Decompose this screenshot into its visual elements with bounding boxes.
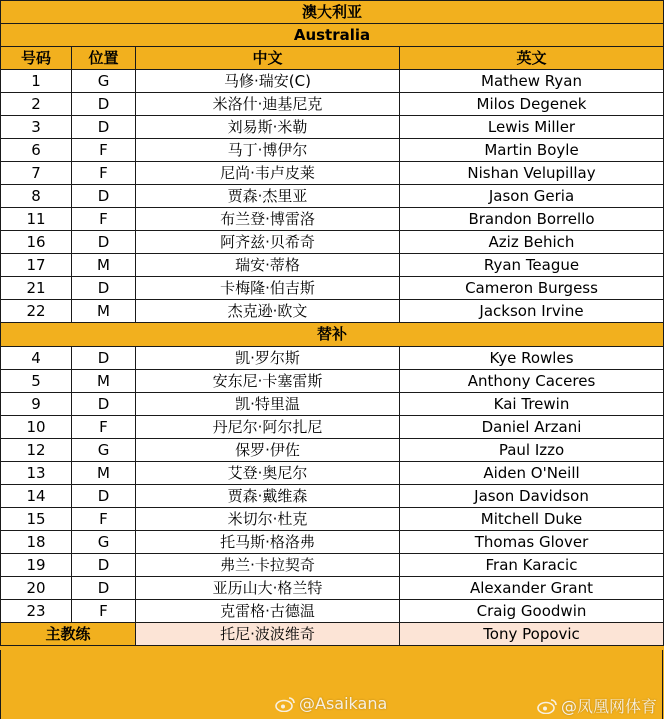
- coach-row: [1, 623, 664, 646]
- player-row: [1, 577, 664, 600]
- player-position: F: [72, 600, 136, 623]
- player-name-en: Ryan Teague: [400, 254, 664, 277]
- title-cn: 澳大利亚: [1, 1, 664, 24]
- player-position: F: [72, 416, 136, 439]
- subs-section-label: 替补: [1, 323, 664, 347]
- player-number: 23: [1, 600, 72, 623]
- player-number: 21: [1, 277, 72, 300]
- player-number: 18: [1, 531, 72, 554]
- player-name-cn: 弗兰·卡拉契奇: [136, 554, 400, 577]
- weibo-icon: [537, 698, 557, 714]
- player-name-cn: 克雷格·古德温: [136, 600, 400, 623]
- player-number: 17: [1, 254, 72, 277]
- player-name-en: Fran Karacic: [400, 554, 664, 577]
- coach-name-cn: 托尼·波波维奇: [136, 623, 400, 646]
- player-name-en: Milos Degenek: [400, 93, 664, 116]
- header-row: [1, 47, 664, 70]
- watermark-right-text: @凤凰网体育: [561, 697, 658, 716]
- player-row: [1, 393, 664, 416]
- player-name-en: Jason Davidson: [400, 485, 664, 508]
- player-position: F: [72, 208, 136, 231]
- watermark-left-text: @Asaikana: [299, 694, 388, 713]
- player-name-en: Aiden O'Neill: [400, 462, 664, 485]
- player-position: D: [72, 231, 136, 254]
- player-name-en: Martin Boyle: [400, 139, 664, 162]
- player-number: 15: [1, 508, 72, 531]
- player-row: [1, 231, 664, 254]
- player-position: F: [72, 162, 136, 185]
- player-name-cn: 尼尚·韦卢皮莱: [136, 162, 400, 185]
- player-name-en: Nishan Velupillay: [400, 162, 664, 185]
- player-row: [1, 439, 664, 462]
- player-number: 9: [1, 393, 72, 416]
- player-row: [1, 370, 664, 393]
- player-number: 7: [1, 162, 72, 185]
- player-name-en: Lewis Miller: [400, 116, 664, 139]
- player-row: [1, 300, 664, 323]
- player-row: [1, 554, 664, 577]
- player-name-cn: 杰克逊·欧文: [136, 300, 400, 323]
- player-name-cn: 马修·瑞安(C): [136, 70, 400, 93]
- player-number: 19: [1, 554, 72, 577]
- player-row: [1, 508, 664, 531]
- player-name-en: Kye Rowles: [400, 347, 664, 370]
- player-name-cn: 凯·罗尔斯: [136, 347, 400, 370]
- player-number: 14: [1, 485, 72, 508]
- player-position: D: [72, 347, 136, 370]
- player-position: G: [72, 531, 136, 554]
- player-position: M: [72, 300, 136, 323]
- header-chinese: 中文: [136, 47, 400, 70]
- player-position: D: [72, 93, 136, 116]
- player-position: D: [72, 116, 136, 139]
- player-row: [1, 185, 664, 208]
- player-name-cn: 托马斯·格洛弗: [136, 531, 400, 554]
- player-number: 4: [1, 347, 72, 370]
- player-row: [1, 208, 664, 231]
- player-name-cn: 刘易斯·米勒: [136, 116, 400, 139]
- player-name-cn: 米切尔·杜克: [136, 508, 400, 531]
- player-position: D: [72, 554, 136, 577]
- player-name-cn: 艾登·奥尼尔: [136, 462, 400, 485]
- coach-name-en: Tony Popovic: [400, 623, 664, 646]
- player-name-en: Alexander Grant: [400, 577, 664, 600]
- player-name-en: Paul Izzo: [400, 439, 664, 462]
- player-name-en: Kai Trewin: [400, 393, 664, 416]
- player-row: [1, 462, 664, 485]
- title-en: Australia: [1, 24, 664, 47]
- player-number: 8: [1, 185, 72, 208]
- player-name-en: Aziz Behich: [400, 231, 664, 254]
- player-name-cn: 凯·特里温: [136, 393, 400, 416]
- player-row: [1, 416, 664, 439]
- header-position: 位置: [72, 47, 136, 70]
- player-name-cn: 米洛什·迪基尼克: [136, 93, 400, 116]
- player-name-cn: 卡梅隆·伯吉斯: [136, 277, 400, 300]
- player-name-cn: 马丁·博伊尔: [136, 139, 400, 162]
- player-position: M: [72, 462, 136, 485]
- player-row: [1, 139, 664, 162]
- player-name-cn: 丹尼尔·阿尔扎尼: [136, 416, 400, 439]
- header-number: 号码: [1, 47, 72, 70]
- player-position: G: [72, 439, 136, 462]
- coach-label: 主教练: [1, 623, 136, 646]
- player-row: [1, 531, 664, 554]
- player-row: [1, 600, 664, 623]
- player-position: D: [72, 277, 136, 300]
- player-name-cn: 阿齐兹·贝希奇: [136, 231, 400, 254]
- player-number: 12: [1, 439, 72, 462]
- player-row: [1, 70, 664, 93]
- player-position: F: [72, 508, 136, 531]
- player-name-cn: 贾森·杰里亚: [136, 185, 400, 208]
- player-number: 20: [1, 577, 72, 600]
- player-row: [1, 162, 664, 185]
- player-number: 13: [1, 462, 72, 485]
- header-english: 英文: [400, 47, 664, 70]
- player-name-en: Mitchell Duke: [400, 508, 664, 531]
- player-row: [1, 485, 664, 508]
- player-row: [1, 277, 664, 300]
- player-name-en: Craig Goodwin: [400, 600, 664, 623]
- player-position: F: [72, 139, 136, 162]
- player-number: 2: [1, 93, 72, 116]
- player-number: 6: [1, 139, 72, 162]
- weibo-icon: [275, 696, 295, 712]
- player-position: G: [72, 70, 136, 93]
- player-name-en: Jason Geria: [400, 185, 664, 208]
- player-number: 11: [1, 208, 72, 231]
- player-position: D: [72, 577, 136, 600]
- player-name-cn: 瑞安·蒂格: [136, 254, 400, 277]
- player-position: M: [72, 370, 136, 393]
- player-position: M: [72, 254, 136, 277]
- player-name-cn: 布兰登·博雷洛: [136, 208, 400, 231]
- watermark-right: [537, 694, 657, 717]
- player-name-en: Cameron Burgess: [400, 277, 664, 300]
- player-position: D: [72, 185, 136, 208]
- player-number: 16: [1, 231, 72, 254]
- player-name-en: Thomas Glover: [400, 531, 664, 554]
- player-number: 10: [1, 416, 72, 439]
- player-name-en: Daniel Arzani: [400, 416, 664, 439]
- player-position: D: [72, 485, 136, 508]
- player-name-en: Jackson Irvine: [400, 300, 664, 323]
- player-name-cn: 保罗·伊佐: [136, 439, 400, 462]
- subs-section-row: [1, 323, 664, 347]
- player-number: 22: [1, 300, 72, 323]
- player-name-cn: 亚历山大·格兰特: [136, 577, 400, 600]
- player-number: 5: [1, 370, 72, 393]
- player-position: D: [72, 393, 136, 416]
- watermark-left: [275, 694, 387, 713]
- player-name-cn: 安东尼·卡塞雷斯: [136, 370, 400, 393]
- player-row: [1, 93, 664, 116]
- player-row: [1, 116, 664, 139]
- player-name-en: Mathew Ryan: [400, 70, 664, 93]
- player-name-cn: 贾森·戴维森: [136, 485, 400, 508]
- player-row: [1, 254, 664, 277]
- player-row: [1, 347, 664, 370]
- player-name-en: Brandon Borrello: [400, 208, 664, 231]
- player-number: 3: [1, 116, 72, 139]
- player-number: 1: [1, 70, 72, 93]
- player-name-en: Anthony Caceres: [400, 370, 664, 393]
